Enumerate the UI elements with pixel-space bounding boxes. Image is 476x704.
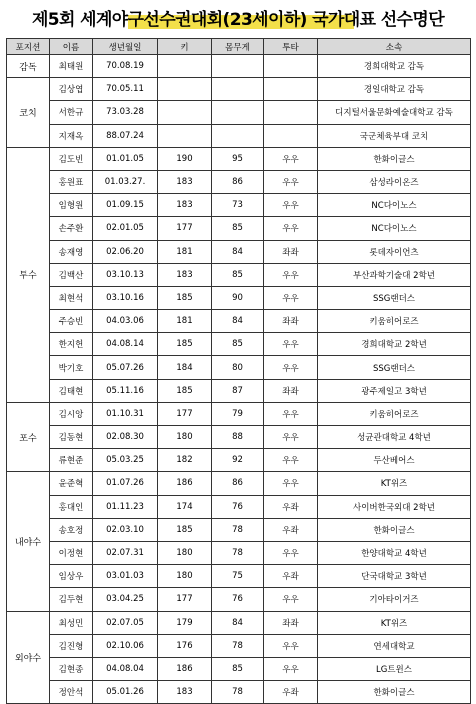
player-team: 기아타이거즈 — [318, 588, 471, 611]
player-height: 180 — [158, 426, 212, 449]
roster-table — [6, 38, 471, 704]
table-row — [7, 310, 471, 333]
player-weight: 73 — [212, 194, 264, 217]
player-birth: 02.01.05 — [93, 217, 158, 240]
player-height: 176 — [158, 634, 212, 657]
header-team: 소속 — [318, 39, 471, 55]
player-birth: 02.08.30 — [93, 426, 158, 449]
table-row — [7, 194, 471, 217]
title-area — [0, 0, 476, 34]
player-team: 단국대학교 3학년 — [318, 565, 471, 588]
player-weight: 75 — [212, 565, 264, 588]
player-hand: 좌좌 — [264, 379, 318, 402]
table-row — [7, 170, 471, 193]
player-team: LG트윈스 — [318, 657, 471, 680]
header-row — [7, 39, 471, 55]
player-birth: 03.04.25 — [93, 588, 158, 611]
player-weight: 76 — [212, 495, 264, 518]
table-row — [7, 681, 471, 704]
player-name: 임상우 — [50, 565, 93, 588]
player-hand: 우우 — [264, 449, 318, 472]
player-name: 김시앙 — [50, 402, 93, 425]
player-weight — [212, 101, 264, 124]
position-cell: 포수 — [7, 402, 50, 472]
player-hand: 우좌 — [264, 495, 318, 518]
player-hand: 우우 — [264, 147, 318, 170]
player-hand — [264, 55, 318, 78]
player-team: 사이버한국외대 2학년 — [318, 495, 471, 518]
player-birth: 04.08.14 — [93, 333, 158, 356]
player-birth: 01.03.27. — [93, 170, 158, 193]
player-hand: 우우 — [264, 426, 318, 449]
player-name: 정안석 — [50, 681, 93, 704]
player-name: 홍대인 — [50, 495, 93, 518]
player-height — [158, 55, 212, 78]
table-row — [7, 518, 471, 541]
player-weight: 78 — [212, 518, 264, 541]
player-team: KT위즈 — [318, 472, 471, 495]
player-height: 185 — [158, 333, 212, 356]
player-birth: 02.06.20 — [93, 240, 158, 263]
player-hand: 우좌 — [264, 681, 318, 704]
player-height: 177 — [158, 588, 212, 611]
table-row — [7, 147, 471, 170]
player-hand: 우우 — [264, 286, 318, 309]
table-row — [7, 402, 471, 425]
player-hand: 우우 — [264, 263, 318, 286]
player-birth: 02.10.06 — [93, 634, 158, 657]
position-cell: 코치 — [7, 78, 50, 148]
player-team: 키움히어로즈 — [318, 402, 471, 425]
player-height: 184 — [158, 356, 212, 379]
table-row — [7, 634, 471, 657]
player-weight: 78 — [212, 541, 264, 564]
player-name: 지재옥 — [50, 124, 93, 147]
player-name: 송재영 — [50, 240, 93, 263]
player-birth: 02.07.31 — [93, 541, 158, 564]
player-name: 홍원표 — [50, 170, 93, 193]
player-weight: 78 — [212, 681, 264, 704]
player-team: 경희대학교 감독 — [318, 55, 471, 78]
player-team: NC다이노스 — [318, 217, 471, 240]
player-hand: 우좌 — [264, 565, 318, 588]
player-weight — [212, 124, 264, 147]
player-name: 임형원 — [50, 194, 93, 217]
player-weight: 84 — [212, 310, 264, 333]
player-birth: 73.03.28 — [93, 101, 158, 124]
player-height: 177 — [158, 402, 212, 425]
player-weight: 78 — [212, 634, 264, 657]
player-hand: 우우 — [264, 402, 318, 425]
table-row — [7, 78, 471, 101]
position-cell: 투수 — [7, 147, 50, 402]
player-weight: 85 — [212, 657, 264, 680]
player-height — [158, 101, 212, 124]
player-height: 186 — [158, 472, 212, 495]
table-row — [7, 124, 471, 147]
player-birth: 02.07.05 — [93, 611, 158, 634]
table-row — [7, 286, 471, 309]
player-team: 두산베어스 — [318, 449, 471, 472]
player-birth: 05.01.26 — [93, 681, 158, 704]
player-height: 183 — [158, 170, 212, 193]
player-hand: 우우 — [264, 356, 318, 379]
player-team: 키움히어로즈 — [318, 310, 471, 333]
table-row — [7, 495, 471, 518]
table-row — [7, 565, 471, 588]
position-cell: 내야수 — [7, 472, 50, 611]
player-team: NC다이노스 — [318, 194, 471, 217]
player-weight: 85 — [212, 263, 264, 286]
player-name: 김태현 — [50, 379, 93, 402]
player-hand: 우우 — [264, 634, 318, 657]
table-row — [7, 611, 471, 634]
player-birth: 70.05.11 — [93, 78, 158, 101]
table-row — [7, 333, 471, 356]
player-birth: 01.11.23 — [93, 495, 158, 518]
player-weight: 85 — [212, 333, 264, 356]
player-team: 연세대학교 — [318, 634, 471, 657]
player-team: 삼성라이온즈 — [318, 170, 471, 193]
player-height: 181 — [158, 310, 212, 333]
player-team: SSG랜더스 — [318, 356, 471, 379]
header-name: 이름 — [50, 39, 93, 55]
table-row — [7, 449, 471, 472]
table-row — [7, 379, 471, 402]
player-birth: 05.03.25 — [93, 449, 158, 472]
table-row — [7, 101, 471, 124]
player-birth: 88.07.24 — [93, 124, 158, 147]
player-birth: 03.10.16 — [93, 286, 158, 309]
table-row — [7, 426, 471, 449]
player-team: 한화이글스 — [318, 518, 471, 541]
player-birth: 01.01.05 — [93, 147, 158, 170]
player-hand — [264, 78, 318, 101]
player-name: 서한규 — [50, 101, 93, 124]
player-height: 177 — [158, 217, 212, 240]
player-height: 185 — [158, 518, 212, 541]
player-height: 186 — [158, 657, 212, 680]
player-name: 최성민 — [50, 611, 93, 634]
player-hand: 좌좌 — [264, 240, 318, 263]
player-weight: 92 — [212, 449, 264, 472]
player-name: 손주환 — [50, 217, 93, 240]
player-weight: 79 — [212, 402, 264, 425]
player-team: KT위즈 — [318, 611, 471, 634]
player-hand: 우우 — [264, 541, 318, 564]
player-hand: 우우 — [264, 333, 318, 356]
player-weight: 84 — [212, 611, 264, 634]
player-team: SSG랜더스 — [318, 286, 471, 309]
player-height: 180 — [158, 541, 212, 564]
player-height: 180 — [158, 565, 212, 588]
player-weight: 85 — [212, 217, 264, 240]
player-weight: 80 — [212, 356, 264, 379]
position-cell: 감독 — [7, 55, 50, 78]
table-row — [7, 55, 471, 78]
player-height: 185 — [158, 379, 212, 402]
player-weight: 95 — [212, 147, 264, 170]
header-birth: 생년월일 — [93, 39, 158, 55]
player-name: 한지헌 — [50, 333, 93, 356]
player-height: 190 — [158, 147, 212, 170]
table-row — [7, 657, 471, 680]
player-height: 181 — [158, 240, 212, 263]
header-position: 포지션 — [7, 39, 50, 55]
player-birth: 02.03.10 — [93, 518, 158, 541]
player-team: 부산과학기술대 2학년 — [318, 263, 471, 286]
player-name: 이정현 — [50, 541, 93, 564]
player-height: 179 — [158, 611, 212, 634]
player-birth: 04.03.06 — [93, 310, 158, 333]
header-height: 키 — [158, 39, 212, 55]
table-row — [7, 263, 471, 286]
player-name: 윤준혁 — [50, 472, 93, 495]
player-name: 김동현 — [50, 426, 93, 449]
player-team: 국군체육부대 코치 — [318, 124, 471, 147]
player-hand: 좌좌 — [264, 310, 318, 333]
player-weight: 86 — [212, 170, 264, 193]
player-hand: 우우 — [264, 170, 318, 193]
player-name: 주승빈 — [50, 310, 93, 333]
player-height: 185 — [158, 286, 212, 309]
player-birth: 03.10.13 — [93, 263, 158, 286]
player-weight: 84 — [212, 240, 264, 263]
player-height: 182 — [158, 449, 212, 472]
player-hand — [264, 124, 318, 147]
table-row — [7, 472, 471, 495]
player-name: 류현준 — [50, 449, 93, 472]
player-name: 김백산 — [50, 263, 93, 286]
player-hand: 우우 — [264, 472, 318, 495]
page-title: 제5회 세계야구선수권대회(23세이하) 국가대표 선수명단 — [31, 10, 445, 30]
player-hand: 우우 — [264, 217, 318, 240]
player-name: 최현석 — [50, 286, 93, 309]
player-birth: 05.11.16 — [93, 379, 158, 402]
player-birth: 70.08.19 — [93, 55, 158, 78]
player-team: 광주제일고 3학년 — [318, 379, 471, 402]
player-weight: 88 — [212, 426, 264, 449]
player-birth: 05.07.26 — [93, 356, 158, 379]
roster-body — [7, 55, 471, 704]
player-name: 김진형 — [50, 634, 93, 657]
player-birth: 04.08.04 — [93, 657, 158, 680]
player-hand: 우우 — [264, 588, 318, 611]
player-height: 183 — [158, 263, 212, 286]
player-height — [158, 78, 212, 101]
header-weight: 몸무게 — [212, 39, 264, 55]
player-weight: 86 — [212, 472, 264, 495]
player-weight — [212, 78, 264, 101]
table-row — [7, 240, 471, 263]
player-weight: 87 — [212, 379, 264, 402]
player-height — [158, 124, 212, 147]
player-name: 김도빈 — [50, 147, 93, 170]
player-name: 김두현 — [50, 588, 93, 611]
table-row — [7, 217, 471, 240]
player-team: 한화이글스 — [318, 147, 471, 170]
player-team: 롯데자이언츠 — [318, 240, 471, 263]
player-birth: 01.07.26 — [93, 472, 158, 495]
player-team: 성균관대학교 4학년 — [318, 426, 471, 449]
header-hand: 투타 — [264, 39, 318, 55]
player-weight — [212, 55, 264, 78]
player-height: 183 — [158, 681, 212, 704]
position-cell: 외야수 — [7, 611, 50, 704]
player-team: 한양대학교 4학년 — [318, 541, 471, 564]
player-hand: 우우 — [264, 194, 318, 217]
table-row — [7, 541, 471, 564]
player-name: 김상엽 — [50, 78, 93, 101]
player-birth: 03.01.03 — [93, 565, 158, 588]
player-team: 한화이글스 — [318, 681, 471, 704]
player-hand: 좌좌 — [264, 611, 318, 634]
player-birth: 01.09.15 — [93, 194, 158, 217]
player-hand: 우좌 — [264, 518, 318, 541]
player-weight: 90 — [212, 286, 264, 309]
player-hand — [264, 101, 318, 124]
player-name: 김현종 — [50, 657, 93, 680]
table-row — [7, 588, 471, 611]
player-team: 경일대학교 감독 — [318, 78, 471, 101]
table-row — [7, 356, 471, 379]
player-hand: 우우 — [264, 657, 318, 680]
player-name: 송호정 — [50, 518, 93, 541]
player-height: 174 — [158, 495, 212, 518]
player-team: 디지털서울문화예술대학교 감독 — [318, 101, 471, 124]
player-team: 경희대학교 2학년 — [318, 333, 471, 356]
player-height: 183 — [158, 194, 212, 217]
player-birth: 01.10.31 — [93, 402, 158, 425]
player-name: 최태원 — [50, 55, 93, 78]
player-weight: 76 — [212, 588, 264, 611]
player-name: 박기호 — [50, 356, 93, 379]
